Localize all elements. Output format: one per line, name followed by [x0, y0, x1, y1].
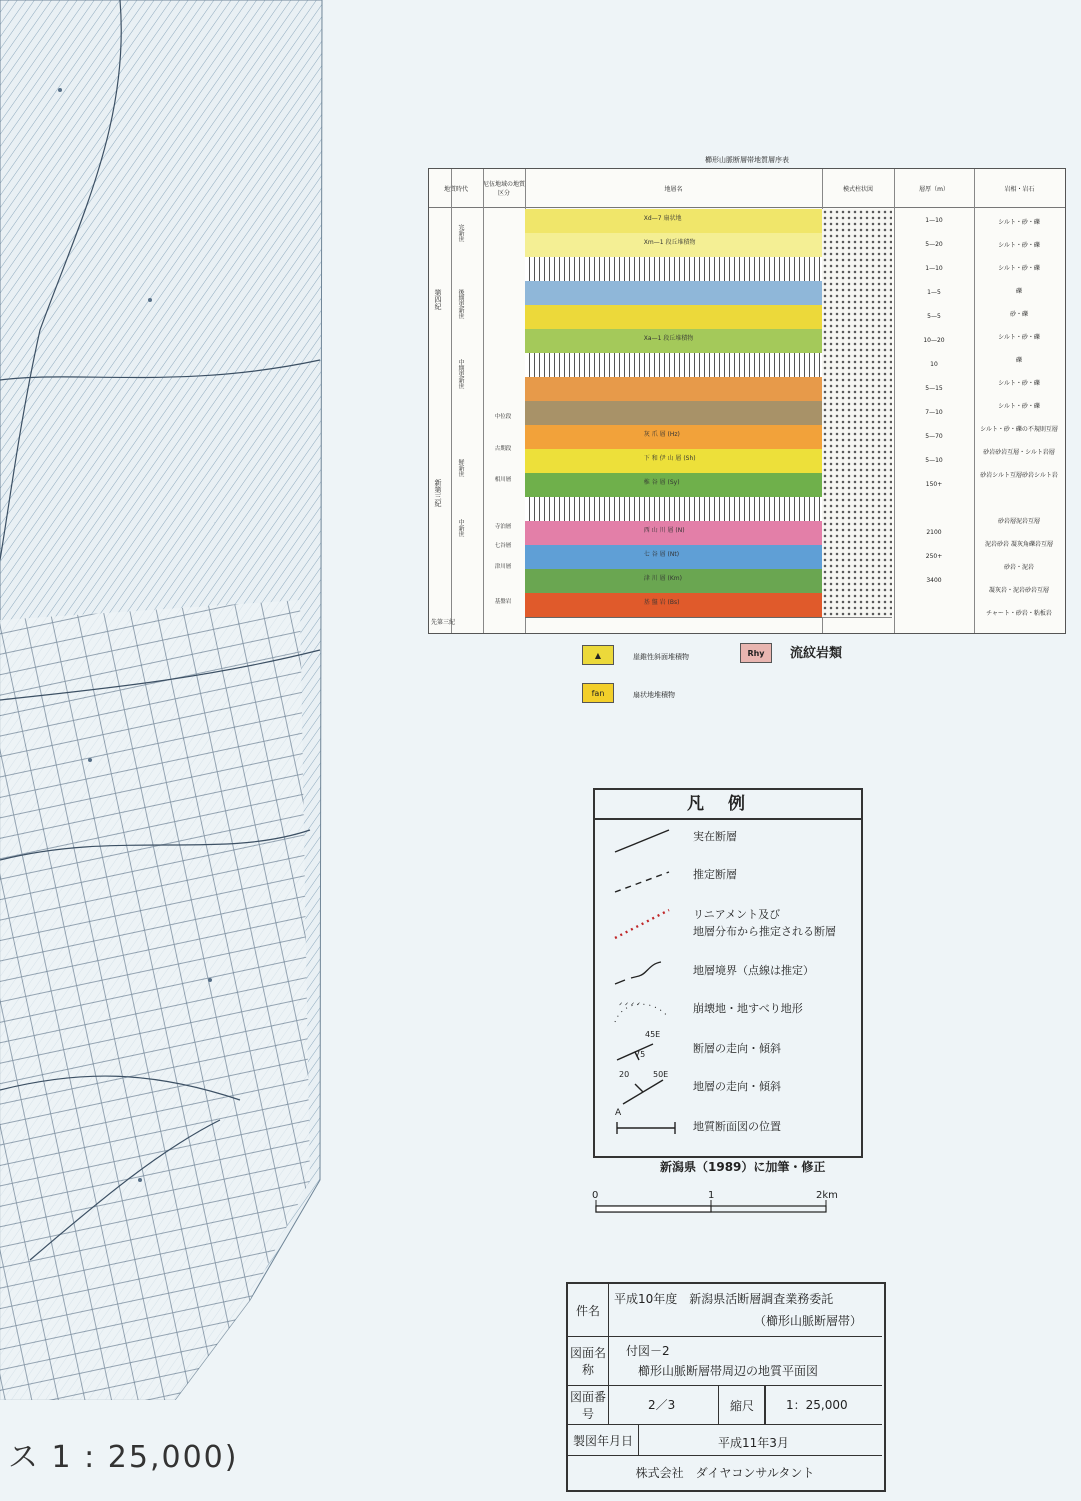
- lithology-cell: 砂・礫: [1009, 311, 1028, 318]
- litho-column-cell: [822, 329, 892, 354]
- tb-num: 2／3: [648, 1398, 676, 1412]
- legend-credit: 新潟県（1989）に加筆・修正: [660, 1160, 826, 1174]
- strat-band: [525, 497, 822, 522]
- tb-date-key: 製図年月日: [568, 1425, 639, 1455]
- formation-label: 津川層: [494, 564, 512, 570]
- thickness-cell: 10: [930, 361, 938, 368]
- tb-case-sub: （櫛形山脈断層帯）: [754, 1314, 863, 1328]
- map-scale-caption: ス 1 : 25,000): [8, 1440, 239, 1475]
- sub-era-late-pleistocene: 後期更新世: [457, 289, 464, 319]
- strat-band: [525, 233, 822, 258]
- strat-band-label: Xm—1 段丘堆積物: [643, 239, 696, 246]
- tb-num-key: 図面番号: [568, 1386, 609, 1424]
- thickness-cell: 1—10: [925, 265, 943, 272]
- strat-band: [525, 449, 822, 474]
- thickness-cell: 1—5: [927, 289, 941, 296]
- litho-column-cell: [822, 545, 892, 570]
- sub-era-pliocene: 鮮新世: [457, 459, 464, 477]
- lithology-cell: 砂岩砂岩互層・シルト岩層: [983, 449, 1055, 456]
- lineament-symbol: [613, 906, 673, 942]
- strat-band: [525, 521, 822, 546]
- header-thickness: 層厚（m）: [894, 169, 975, 208]
- lithology-cell: 礫: [1015, 288, 1022, 295]
- fan-deposit-label: 扇状地堆積物: [633, 691, 675, 699]
- lithology-cell: シルト・砂・礫の不規則互層: [980, 426, 1058, 433]
- sub-era-miocene: 中新世: [457, 519, 464, 537]
- thickness-cell: 5—5: [927, 313, 941, 320]
- bed-dip-label: 20: [619, 1070, 630, 1079]
- litho-column-cell: [822, 209, 892, 234]
- formation-label: 中位段: [494, 414, 512, 420]
- lithology-cell: 砂岩層泥岩互層: [997, 518, 1040, 525]
- thickness-cell: 5—15: [925, 385, 943, 392]
- tb-scale-key: 縮尺: [718, 1386, 766, 1424]
- legend-fault-strike: 断層の走向・傾斜: [693, 1042, 781, 1055]
- strat-band: [525, 545, 822, 570]
- strat-band: [525, 473, 822, 498]
- legend-lineament: リニアメント及び: [693, 908, 781, 921]
- era-quaternary: 第四紀: [434, 289, 442, 310]
- legend-lineament-2: 地層分布から推定される断層: [693, 925, 836, 938]
- lithology-cell: 砂岩シルト互層砂岩シルト岩: [980, 472, 1058, 479]
- tb-case-key: 件名: [568, 1284, 609, 1337]
- tb-fig-name: 櫛形山脈断層帯周辺の地質平面図: [638, 1364, 819, 1378]
- thickness-cell: 250+: [925, 553, 943, 560]
- sub-era-middle-pleistocene: 中期更新世: [457, 359, 464, 389]
- strat-band-label: 西 山 川 層 (N): [643, 527, 685, 534]
- litho-column-cell: [822, 377, 892, 402]
- strat-band: [525, 329, 822, 354]
- litho-column-cell: [822, 401, 892, 426]
- thickness-cell: 150+: [925, 481, 943, 488]
- header-lithology: 岩相・岩石: [974, 169, 1065, 208]
- strat-band: [525, 377, 822, 402]
- lithology-cell: 礫: [1015, 357, 1022, 364]
- strat-band-label: 津 川 層 (Km): [643, 575, 682, 582]
- strat-band: [525, 425, 822, 450]
- formation-label: 相川層: [494, 477, 512, 483]
- strat-band: [525, 569, 822, 594]
- legend-box: [593, 788, 863, 1158]
- thickness-cell: 5—70: [925, 433, 943, 440]
- legend-active-fault: 実在断層: [693, 830, 737, 843]
- thickness-cell: 3400: [926, 577, 942, 584]
- landslide-symbol: [613, 996, 673, 1028]
- litho-column-cell: [822, 425, 892, 450]
- legend-landslide: 崩壊地・地すべり地形: [693, 1002, 803, 1015]
- title-block: [566, 1282, 886, 1492]
- era-neogene: 新第三紀: [434, 479, 442, 507]
- fault-dip-label: 75: [635, 1050, 646, 1059]
- litho-column-cell: [822, 593, 892, 618]
- fan-deposit-swatch: fan: [582, 683, 614, 703]
- legend-section-line: 地質断面図の位置: [693, 1120, 781, 1133]
- thickness-cell: 1—10: [925, 217, 943, 224]
- thickness-cell: 10—20: [923, 337, 945, 344]
- rhyolite-label: 流紋岩類: [790, 646, 843, 661]
- legend-boundary: 地層境界（点線は推定）: [693, 964, 814, 977]
- lithology-cell: シルト・砂・礫: [998, 334, 1040, 341]
- tb-fig-key: 図面名称: [568, 1337, 609, 1385]
- lithology-cell: シルト・砂・礫: [998, 242, 1040, 249]
- lithology-cell: チャート・砂岩・粘板岩: [986, 610, 1052, 617]
- strat-band-label: Xa—1 段丘堆積物: [643, 335, 694, 342]
- section-marker: A: [615, 1108, 622, 1118]
- litho-column-cell: [822, 569, 892, 594]
- formation-label: 古期段: [494, 446, 512, 452]
- talus-deposit-swatch: ▲: [582, 645, 614, 665]
- strat-band: [525, 305, 822, 330]
- strat-band: [525, 401, 822, 426]
- thickness-cell: 5—20: [925, 241, 943, 248]
- rhyolite-swatch: Rhy: [740, 643, 772, 663]
- era-pre-tertiary: 先第三紀: [431, 619, 456, 626]
- litho-column-cell: [822, 257, 892, 282]
- tb-fig-no: 付図－2: [626, 1344, 670, 1358]
- litho-column-cell: [822, 473, 892, 498]
- tb-scale: 1：25,000: [786, 1398, 848, 1412]
- scale-tick-0: 0: [592, 1190, 599, 1201]
- header-column: 模式柱状図: [822, 169, 895, 208]
- scale-tick-2km: 2km: [816, 1190, 838, 1201]
- thickness-cell: 7—10: [925, 409, 943, 416]
- strat-band: [525, 257, 822, 282]
- lithology-cell: シルト・砂・礫: [998, 265, 1040, 272]
- strat-band-label: 灰 爪 層 (Hz): [643, 431, 680, 438]
- formation-label: 寺泊層: [494, 524, 512, 530]
- sub-era-holocene: 完新世: [457, 224, 464, 242]
- thickness-cell: 5—10: [925, 457, 943, 464]
- boundary-symbol: [613, 958, 673, 988]
- legend-title: 凡例: [595, 790, 861, 820]
- formation-label: 七谷層: [494, 543, 512, 549]
- topographic-map: [0, 0, 330, 1400]
- tb-case: 平成10年度 新潟県活断層調査業務委託: [614, 1292, 834, 1306]
- litho-column-cell: [822, 281, 892, 306]
- scale-tick-1: 1: [708, 1190, 715, 1201]
- litho-column-cell: [822, 233, 892, 258]
- strat-band-label: 椎 谷 層 (Sy): [643, 479, 680, 486]
- strat-band-label: 基 盤 岩 (Bs): [643, 599, 680, 606]
- strat-band-label: Xd—7 扇状地: [643, 215, 682, 222]
- litho-column-cell: [822, 353, 892, 378]
- bed-strike-label: 50E: [653, 1070, 669, 1079]
- section-line-symbol: [613, 1108, 683, 1142]
- strat-band: [525, 281, 822, 306]
- litho-column-cell: [822, 521, 892, 546]
- svg-text:ᐟ ᐟ ᐟ ᐟ: ᐟ ᐟ ᐟ ᐟ: [619, 1001, 641, 1010]
- strat-band-label: 下 和 伊 山 層 (Sh): [643, 455, 696, 462]
- lithology-cell: 凝灰岩・泥岩砂岩互層: [988, 587, 1049, 594]
- header-formation: 地層名: [525, 169, 823, 208]
- header-region: 尼伍地域の地質区分: [483, 169, 526, 208]
- lithology-cell: シルト・砂・礫: [998, 403, 1040, 410]
- strat-band: [525, 593, 822, 618]
- litho-column-cell: [822, 497, 892, 522]
- thickness-cell: 2100: [926, 529, 942, 536]
- strat-band: [525, 353, 822, 378]
- header-age: 地質時代: [429, 169, 484, 208]
- strat-band: [525, 209, 822, 234]
- talus-deposit-label: 崖錐性斜面堆積物: [633, 653, 689, 661]
- lithology-cell: シルト・砂・礫: [998, 380, 1040, 387]
- lithology-cell: シルト・砂・礫: [998, 219, 1040, 226]
- active-fault-symbol: [613, 826, 673, 856]
- lithology-cell: 砂岩・泥岩: [1003, 564, 1034, 571]
- stratigraphic-table: [428, 156, 1066, 634]
- legend-inferred-fault: 推定断層: [693, 868, 737, 881]
- inferred-fault-symbol: [613, 866, 673, 896]
- litho-column-cell: [822, 449, 892, 474]
- strat-band-label: 七 谷 層 (Nt): [643, 551, 680, 558]
- strat-table-title: 櫛形山脈断層帯地質層序表: [705, 156, 789, 164]
- litho-column-cell: [822, 305, 892, 330]
- lithology-cell: 泥岩砂岩 凝灰角礫岩互層: [985, 541, 1053, 548]
- formation-label: 基盤岩: [494, 599, 512, 605]
- fault-strike-label: 45E: [645, 1030, 661, 1039]
- legend-bed-strike: 地層の走向・傾斜: [693, 1080, 781, 1093]
- tb-company: 株式会社 ダイヤコンサルタント: [635, 1465, 815, 1480]
- tb-date: 平成11年3月: [718, 1436, 789, 1450]
